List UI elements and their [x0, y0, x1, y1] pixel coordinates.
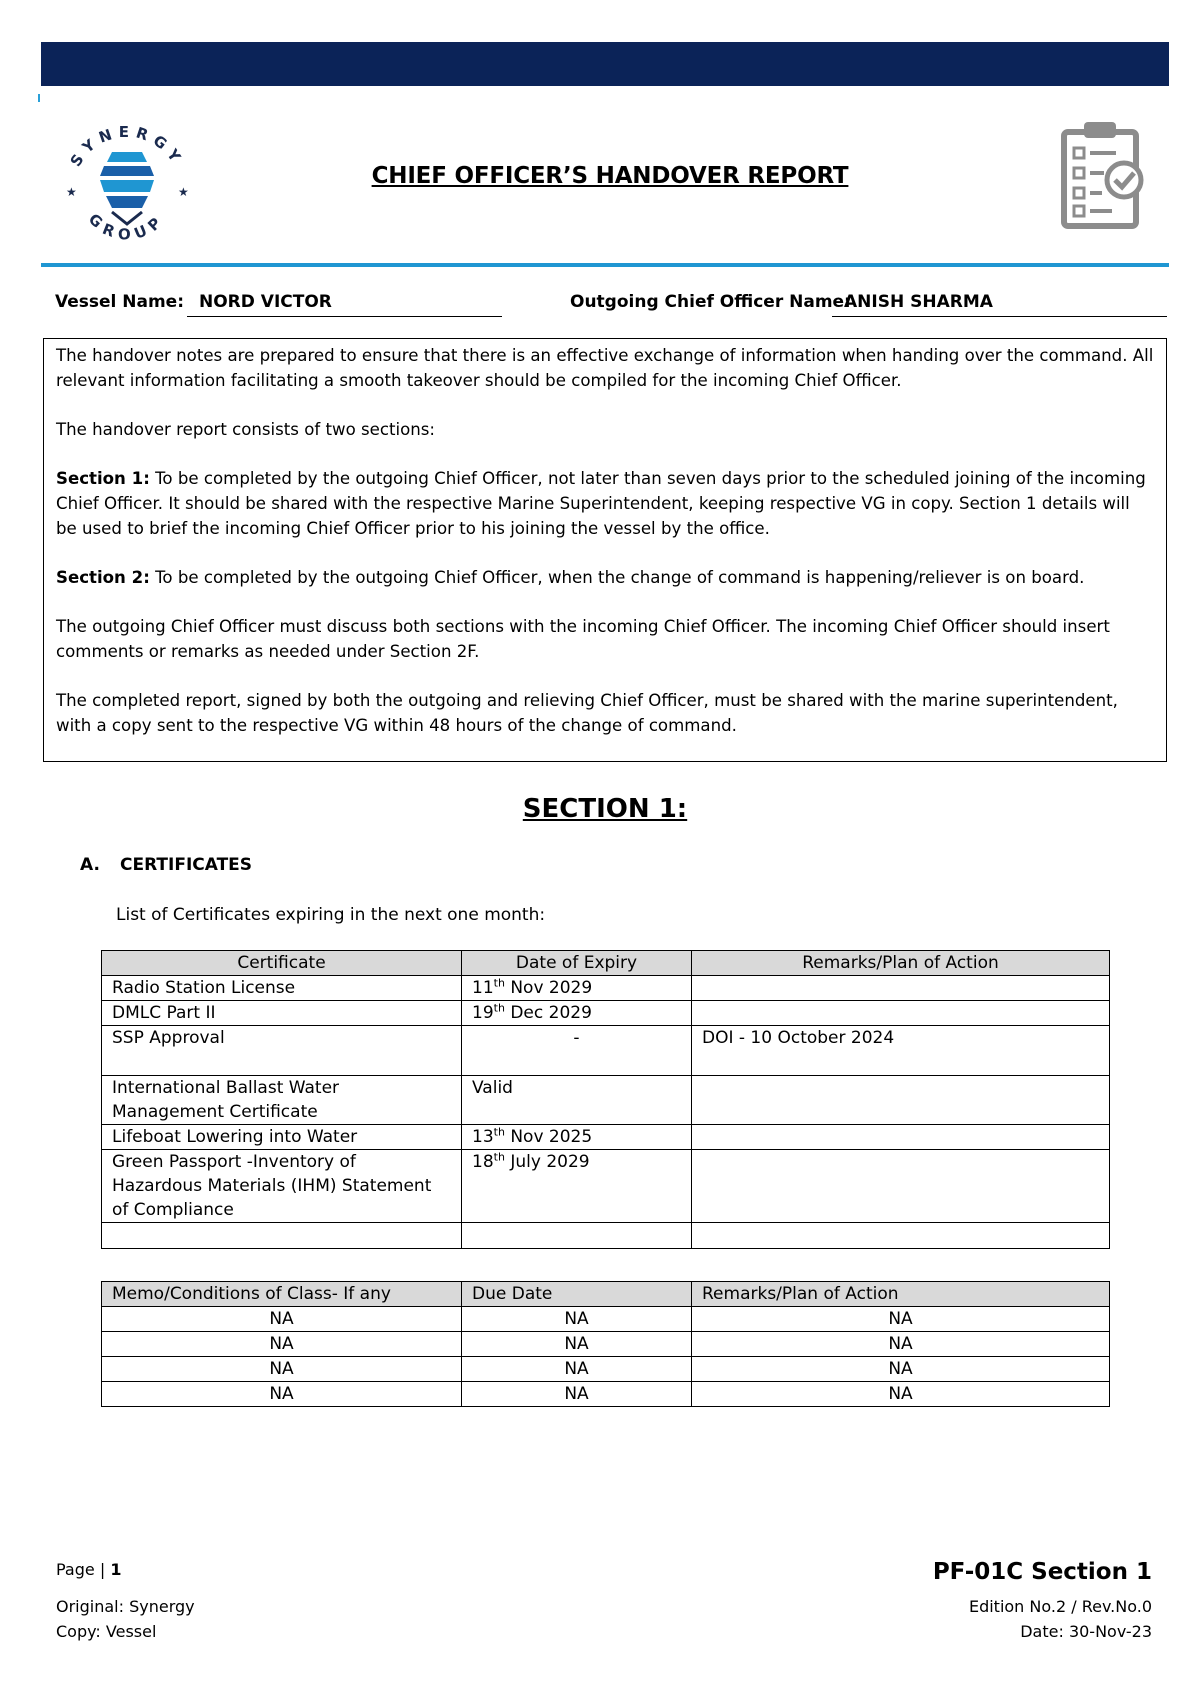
- table-row: [102, 1223, 1110, 1249]
- table-row: [102, 1357, 1110, 1382]
- table-row: [102, 1026, 1110, 1076]
- memo-cell[interactable]: NA: [102, 1382, 462, 1407]
- edition-info: [969, 1594, 1152, 1644]
- section2-note-label: Section 2:: [56, 568, 150, 587]
- page-number-value: 1: [110, 1560, 122, 1579]
- table-header: Remarks/Plan of Action: [692, 951, 1110, 976]
- table-row: [102, 1307, 1110, 1332]
- svg-text:★: ★: [178, 185, 189, 199]
- expiry-cell[interactable]: 19th Dec 2029: [462, 1001, 692, 1026]
- memo-cell[interactable]: NA: [102, 1332, 462, 1357]
- expiry-cell[interactable]: Valid: [462, 1076, 692, 1125]
- section1-note-label: Section 1:: [56, 469, 150, 488]
- officer-name-label: Outgoing Chief Officer Name:: [570, 292, 851, 312]
- remarks-cell[interactable]: NA: [692, 1307, 1110, 1332]
- section1-note: [56, 466, 1154, 541]
- distribution-note: [56, 1594, 195, 1644]
- due-date-cell[interactable]: NA: [462, 1307, 692, 1332]
- remarks-cell[interactable]: [692, 1125, 1110, 1150]
- original-holder: Original: Synergy: [56, 1597, 195, 1616]
- section1-note-text: To be completed by the outgoing Chief Officer, not later than seven days prior to the scheduled joining of the incoming Chief Officer. It should be shared with the respective Marine Superintendent, keeping respective VG in copy. Section 1 details will be used to brief the incoming Chief Officer prior to his joining the vessel by the office.: [56, 469, 1146, 538]
- vessel-name-label: Vessel Name:: [55, 292, 185, 312]
- remarks-cell[interactable]: [692, 1223, 1110, 1249]
- officer-name-field[interactable]: ANISH SHARMA: [832, 292, 1167, 317]
- intro-paragraph: The handover report consists of two sections:: [56, 420, 435, 439]
- intro-paragraph: The completed report, signed by both the outgoing and relieving Chief Officer, must be shared with the marine superintendent, with a copy sent to the respective VG within 48 hours of the change of command.: [56, 691, 1118, 735]
- edition-number: Edition No.2 / Rev.No.0: [968, 1597, 1152, 1616]
- subsection-title: CERTIFICATES: [120, 855, 253, 875]
- table-header: Due Date: [462, 1282, 692, 1307]
- form-code: PF-01C Section 1: [932, 1559, 1152, 1585]
- remarks-cell[interactable]: [692, 976, 1110, 1001]
- table-header: Date of Expiry: [462, 951, 692, 976]
- svg-text:GROUP: [85, 210, 169, 243]
- remarks-cell[interactable]: [692, 1150, 1110, 1223]
- subsection-number: A.: [80, 855, 100, 875]
- table-row: [102, 1332, 1110, 1357]
- table-row: [102, 1125, 1110, 1150]
- table-row: [102, 1150, 1110, 1223]
- subsection-heading: [80, 855, 252, 875]
- table-row: [102, 1076, 1110, 1125]
- report-title: CHIEF OFFICER’S HANDOVER REPORT: [371, 163, 849, 189]
- memos-table: [101, 1281, 1110, 1407]
- remarks-cell[interactable]: NA: [692, 1332, 1110, 1357]
- certificate-cell[interactable]: Radio Station License: [102, 976, 462, 1001]
- certificates-list-label: List of Certificates expiring in the next one month:: [116, 905, 546, 925]
- expiry-cell[interactable]: 18th July 2029: [462, 1150, 692, 1223]
- table-header-row: [102, 1282, 1110, 1307]
- intro-paragraph: The outgoing Chief Officer must discuss both sections with the incoming Chief Officer. The incoming Chief Officer should insert comments or remarks as needed under Section 2F.: [56, 617, 1110, 661]
- remarks-cell[interactable]: NA: [692, 1357, 1110, 1382]
- expiry-cell[interactable]: 11th Nov 2029: [462, 976, 692, 1001]
- svg-text:★: ★: [66, 185, 77, 199]
- page-label: Page |: [56, 1560, 106, 1579]
- certificates-table: [101, 950, 1110, 1249]
- certificate-cell[interactable]: Lifeboat Lowering into Water: [102, 1125, 462, 1150]
- table-row: [102, 976, 1110, 1001]
- expiry-cell[interactable]: 13th Nov 2025: [462, 1125, 692, 1150]
- due-date-cell[interactable]: NA: [462, 1332, 692, 1357]
- table-row: [102, 1001, 1110, 1026]
- logo-text-bottom: GROUP: [84, 210, 170, 244]
- certificate-cell[interactable]: [102, 1223, 462, 1249]
- memo-cell[interactable]: NA: [102, 1357, 462, 1382]
- vessel-name-field[interactable]: NORD VICTOR: [187, 292, 502, 317]
- copy-holder: Copy: Vessel: [56, 1622, 157, 1641]
- due-date-cell[interactable]: NA: [462, 1357, 692, 1382]
- remarks-cell[interactable]: [692, 1076, 1110, 1125]
- section2-note: [56, 565, 1154, 590]
- table-row: [102, 1382, 1110, 1407]
- certificate-cell[interactable]: International Ballast Water Management Certificate: [102, 1076, 462, 1125]
- expiry-cell[interactable]: [462, 1223, 692, 1249]
- certificate-cell[interactable]: DMLC Part II: [102, 1001, 462, 1026]
- intro-paragraph: The handover notes are prepared to ensure that there is an effective exchange of information when handing over the command. All relevant information facilitating a smooth takeover should be compiled for the incoming Chief Officer.: [56, 346, 1154, 390]
- certificate-cell[interactable]: Green Passport -Inventory of Hazardous Materials (IHM) Statement of Compliance: [102, 1150, 462, 1223]
- certificate-cell[interactable]: SSP Approval: [102, 1026, 462, 1076]
- margin-marker: [38, 94, 40, 102]
- table-header: Certificate: [102, 951, 462, 976]
- page-number: [56, 1560, 121, 1579]
- remarks-cell[interactable]: NA: [692, 1382, 1110, 1407]
- remarks-cell[interactable]: [692, 1001, 1110, 1026]
- expiry-cell[interactable]: -: [462, 1026, 692, 1076]
- section-title: SECTION 1:: [522, 794, 688, 824]
- remarks-cell[interactable]: DOI - 10 October 2024: [692, 1026, 1110, 1076]
- table-header: Memo/Conditions of Class- If any: [102, 1282, 462, 1307]
- memo-cell[interactable]: NA: [102, 1307, 462, 1332]
- due-date-cell[interactable]: NA: [462, 1382, 692, 1407]
- form-date: Date: 30-Nov-23: [1020, 1622, 1152, 1641]
- section2-note-text: To be completed by the outgoing Chief Officer, when the change of command is happening/reliever is on board.: [149, 568, 1085, 587]
- header-banner: [41, 42, 1169, 86]
- header-rule: [41, 263, 1169, 267]
- table-header: Remarks/Plan of Action: [692, 1282, 1110, 1307]
- logo-text-top: SYNERGY: [66, 122, 188, 170]
- intro-notes-box: [43, 338, 1167, 762]
- table-header-row: [102, 951, 1110, 976]
